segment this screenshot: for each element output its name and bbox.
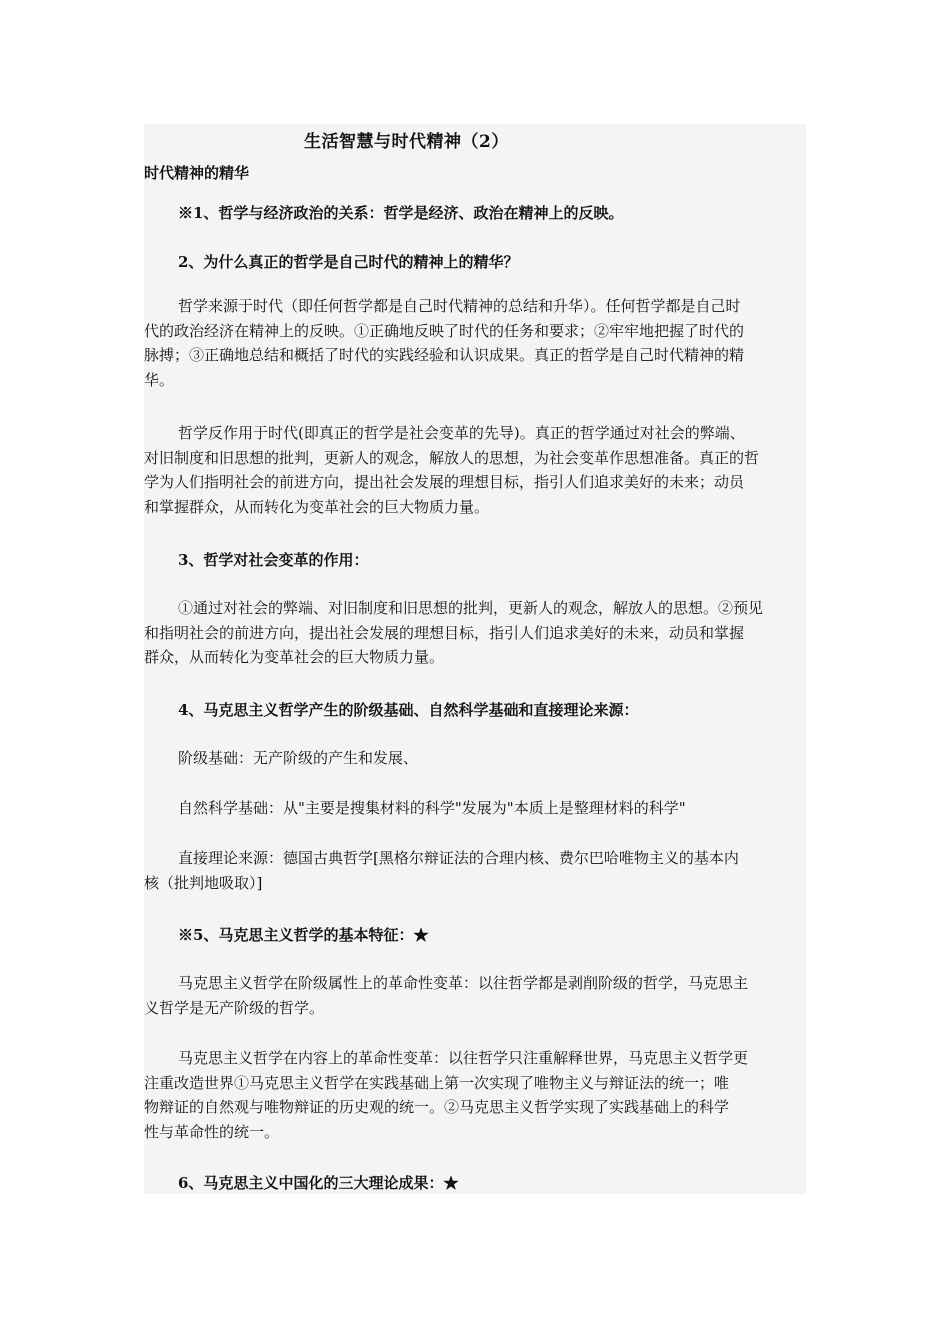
paragraph-line: 华。 (144, 370, 175, 389)
paragraph-line: 核（批判地吸取）] (144, 873, 263, 892)
paragraph-line: 群众，从而转化为变革社会的巨大物质力量。 (144, 648, 445, 666)
heading-6: 6、马克思主义中国化的三大理论成果：★ (178, 1174, 459, 1192)
paragraph-line: 和指明社会的前进方向，提出社会发展的理想目标，指引人们追求美好的未来，动员和掌握 (144, 623, 745, 642)
paragraph-line: 脉搏；③正确地总结和概括了时代的实践经验和认识成果。真正的哲学是自己时代精神的精 (144, 346, 745, 364)
paragraph-3 (144, 596, 806, 670)
paragraph-2a (144, 294, 806, 392)
paragraph-5a (144, 971, 806, 1020)
paragraph-line: 马克思主义哲学在内容上的革命性变革：以往哲学只注重解释世界，马克思主义哲学更 (178, 1049, 749, 1067)
paragraph-4c (144, 846, 806, 895)
heading-3: 3、哲学对社会变革的作用： (178, 551, 369, 569)
heading-5: ※5、马克思主义哲学的基本特征：★ (178, 926, 429, 944)
paragraph-line: 自然科学基础：从"主要是搜集材料的科学"发展为"本质上是整理材料的科学" (178, 799, 686, 817)
paragraph-line: 性与革命性的统一。 (144, 1122, 280, 1141)
paragraph-line: 哲学反作用于时代(即真正的哲学是社会变革的先导)。真正的哲学通过对社会的弊端、 (178, 424, 745, 442)
paragraph-line: 哲学来源于时代（即任何哲学都是自己时代精神的总结和升华）。任何哲学都是自己时 (178, 297, 741, 315)
paragraph-line: 直接理论来源：德国古典哲学[黑格尔辩证法的合理内核、费尔巴哈唯物主义的基本内 (178, 849, 739, 867)
paragraph-line: 马克思主义哲学在阶级属性上的革命性变革：以往哲学都是剥削阶级的哲学，马克思主 (178, 974, 749, 992)
paragraph-line: 和掌握群众，从而转化为变革社会的巨大物质力量。 (144, 497, 490, 516)
paragraph-line: ①通过对社会的弊端、对旧制度和旧思想的批判，更新人的观念，解放人的思想。②预见 (178, 599, 764, 617)
heading-1: ※1、哲学与经济政治的关系：哲学是经济、政治在精神上的反映。 (178, 204, 624, 222)
paragraph-line: 阶级基础：无产阶级的产生和发展、 (178, 749, 419, 767)
paragraph-5b (144, 1046, 806, 1144)
paragraph-4a (144, 746, 806, 771)
paragraph-line: 学为人们指明社会的前进方向，提出社会发展的理想目标，指引人们追求美好的未来；动员 (144, 473, 745, 491)
document-page (144, 124, 806, 1194)
heading-4: 4、马克思主义哲学产生的阶级基础、自然科学基础和直接理论来源： (178, 701, 639, 719)
paragraph-line: 注重改造世界①马克思主义哲学在实践基础上第一次实现了唯物主义与辩证法的统一；唯 (144, 1073, 730, 1092)
document-title: 生活智慧与时代精神（2） (304, 132, 509, 152)
paragraph-line: 代的政治经济在精神上的反映。①正确地反映了时代的任务和要求；②牢牢地把握了时代的 (144, 321, 745, 340)
paragraph-line: 对旧制度和旧思想的批判，更新人的观念，解放人的思想，为社会变革作思想准备。真正的哲 (144, 448, 760, 467)
paragraph-2b (144, 421, 806, 519)
section-label: 时代精神的精华 (144, 164, 250, 182)
heading-2: 2、为什么真正的哲学是自己时代的精神上的精华？ (178, 253, 519, 271)
paragraph-line: 义哲学是无产阶级的哲学。 (144, 998, 325, 1017)
paragraph-line: 物辩证的自然观与唯物辩证的历史观的统一。②马克思主义哲学实现了实践基础上的科学 (144, 1098, 730, 1116)
paragraph-4b (144, 796, 806, 821)
